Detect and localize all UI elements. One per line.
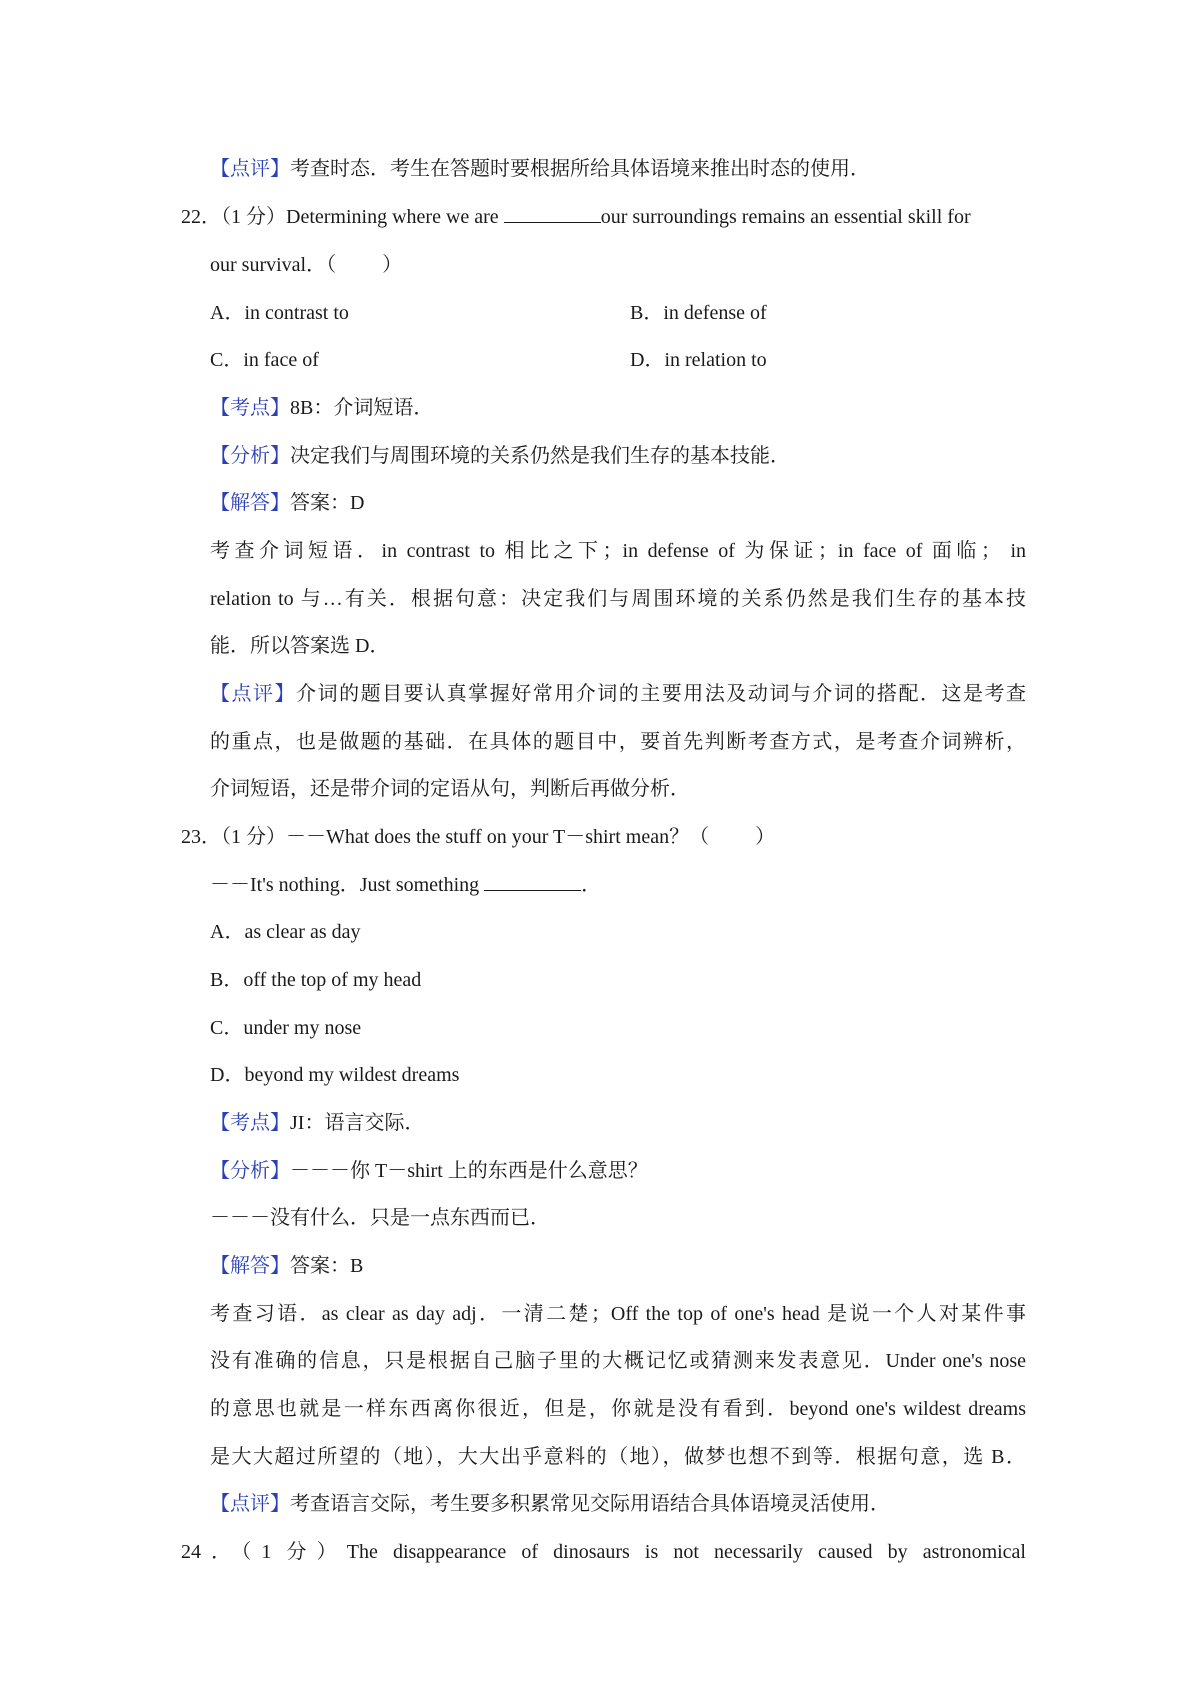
option-text: as clear as day [244,921,361,943]
kaodian-tag: 【考点】 [210,397,290,419]
option-text: in face of [243,349,319,371]
q22-stem-rest: our surroundings remains an essential skill for [600,206,971,228]
comment-tag: 【点评】 [210,158,290,180]
q23-reply-end: ． [581,874,602,896]
option-letter: A． [210,921,245,943]
q22-dianping-line1 [210,680,1026,708]
q22-option-b [630,299,1030,327]
answer-blank [504,206,601,223]
q23-explain-line2: 没有准确的信息，只是根据自己脑子里的大概记忆或猜测来发表意见．Under one's nose [210,1350,1026,1372]
q22-dianping-line3: 介词短语，还是带介词的定语从句，判断后再做分析． [210,778,690,800]
q23-dianping [210,1490,1026,1518]
q23-jieda [210,1252,1026,1280]
q23-stem-text: 23．（1 分）－－What does the stuff on your T－shirt mean？（ [181,826,710,848]
q22-stem-line2-text: our survival．（ [210,254,337,276]
q22-kaodian [210,394,1026,422]
kaodian-tag: 【考点】 [210,1112,290,1134]
q22-option-c [210,346,610,374]
option-text: in contrast to [244,302,349,324]
kaodian-text: 8B：介词短语． [290,397,434,419]
q23-stem [181,823,1026,851]
q23-option-d [210,1061,1026,1089]
q24-stem: 24．（1 分）The disappearance of dinosaurs is not necessarily caused by astronomical [181,1541,1026,1563]
paren-close: ） [755,826,776,848]
q22-option-d [630,346,1030,374]
q23-reply-text: －－It's nothing．Just something [210,874,485,896]
fenxi-tag: 【分析】 [210,1160,290,1182]
option-letter: B． [210,969,244,991]
fenxi-text: －－－你 T－shirt 上的东西是什么意思？ [290,1160,648,1182]
q23-explain-line1: 考查习语．as clear as day adj．一清二楚；Off the top of one's head 是说一个人对某件事 [210,1303,1026,1325]
q22-stem-line1 [181,203,1026,231]
q23-fenxi-line2: －－－没有什么．只是一点东西而已． [210,1207,550,1229]
dianping-text: 考查语言交际，考生要多积累常见交际用语结合具体语境灵活使用． [290,1493,890,1515]
jieda-tag: 【解答】 [210,492,290,514]
option-text: off the top of my head [243,969,422,991]
q22-jieda [210,489,1026,517]
q23-option-b [210,966,1026,994]
option-text: in relation to [664,349,767,371]
dianping-tag: 【点评】 [210,683,297,705]
jieda-tag: 【解答】 [210,1255,290,1277]
q23-explain-line4: 是大大超过所望的（地），大大出乎意料的（地），做梦也想不到等．根据句意，选 B． [210,1446,1026,1468]
fenxi-text: 决定我们与周围环境的关系仍然是我们生存的基本技能． [290,445,790,467]
q23-fenxi [210,1157,1026,1185]
q22-explain-line2: relation to 与…有关．根据句意：决定我们与周围环境的关系仍然是我们生存的基本技 [210,588,1026,610]
dianping-text: 介词的题目要认真掌握好常用介词的主要用法及动词与介词的搭配．这是考查 [296,683,1027,705]
option-letter: C． [210,349,244,371]
comment-text: 考查时态．考生在答题时要根据所给具体语境来推出时态的使用． [290,158,870,180]
q22-dianping-line2: 的重点，也是做题的基础．在具体的题目中，要首先判断考查方式，是考查介词辨析， [210,731,1026,753]
q22-stem-line2 [210,251,1026,279]
option-letter: B． [630,302,664,324]
paren-close: ） [382,254,403,276]
option-text: under my nose [243,1017,362,1039]
q22-option-a [210,299,610,327]
q23-explain-line3: 的意思也就是一样东西离你很近，但是，你就是没有看到．beyond one's wildest dreams [210,1398,1026,1420]
q22-stem-prefix: 22．（1 分）Determining where we are [181,206,504,228]
option-letter: A． [210,302,245,324]
q23-reply [210,871,1026,899]
option-letter: D． [630,349,665,371]
q23-option-a [210,918,1026,946]
q21-comment [210,155,1026,183]
q23-kaodian [210,1109,1026,1137]
dianping-tag: 【点评】 [210,1493,290,1515]
q23-option-c [210,1014,1026,1042]
q22-explain-line1: 考查介词短语．in contrast to 相比之下；in defense of 为保证；in face of 面临； in [210,540,1026,562]
answer-blank [484,874,581,891]
jieda-text: 答案：B [290,1255,364,1277]
kaodian-text: JI：语言交际． [290,1112,425,1134]
q22-fenxi [210,442,1026,470]
option-letter: D． [210,1064,245,1086]
option-text: beyond my wildest dreams [244,1064,460,1086]
jieda-text: 答案：D [290,492,365,514]
fenxi-tag: 【分析】 [210,445,290,467]
option-text: in defense of [663,302,767,324]
option-letter: C． [210,1017,244,1039]
q22-explain-line3: 能．所以答案选 D． [210,635,390,657]
